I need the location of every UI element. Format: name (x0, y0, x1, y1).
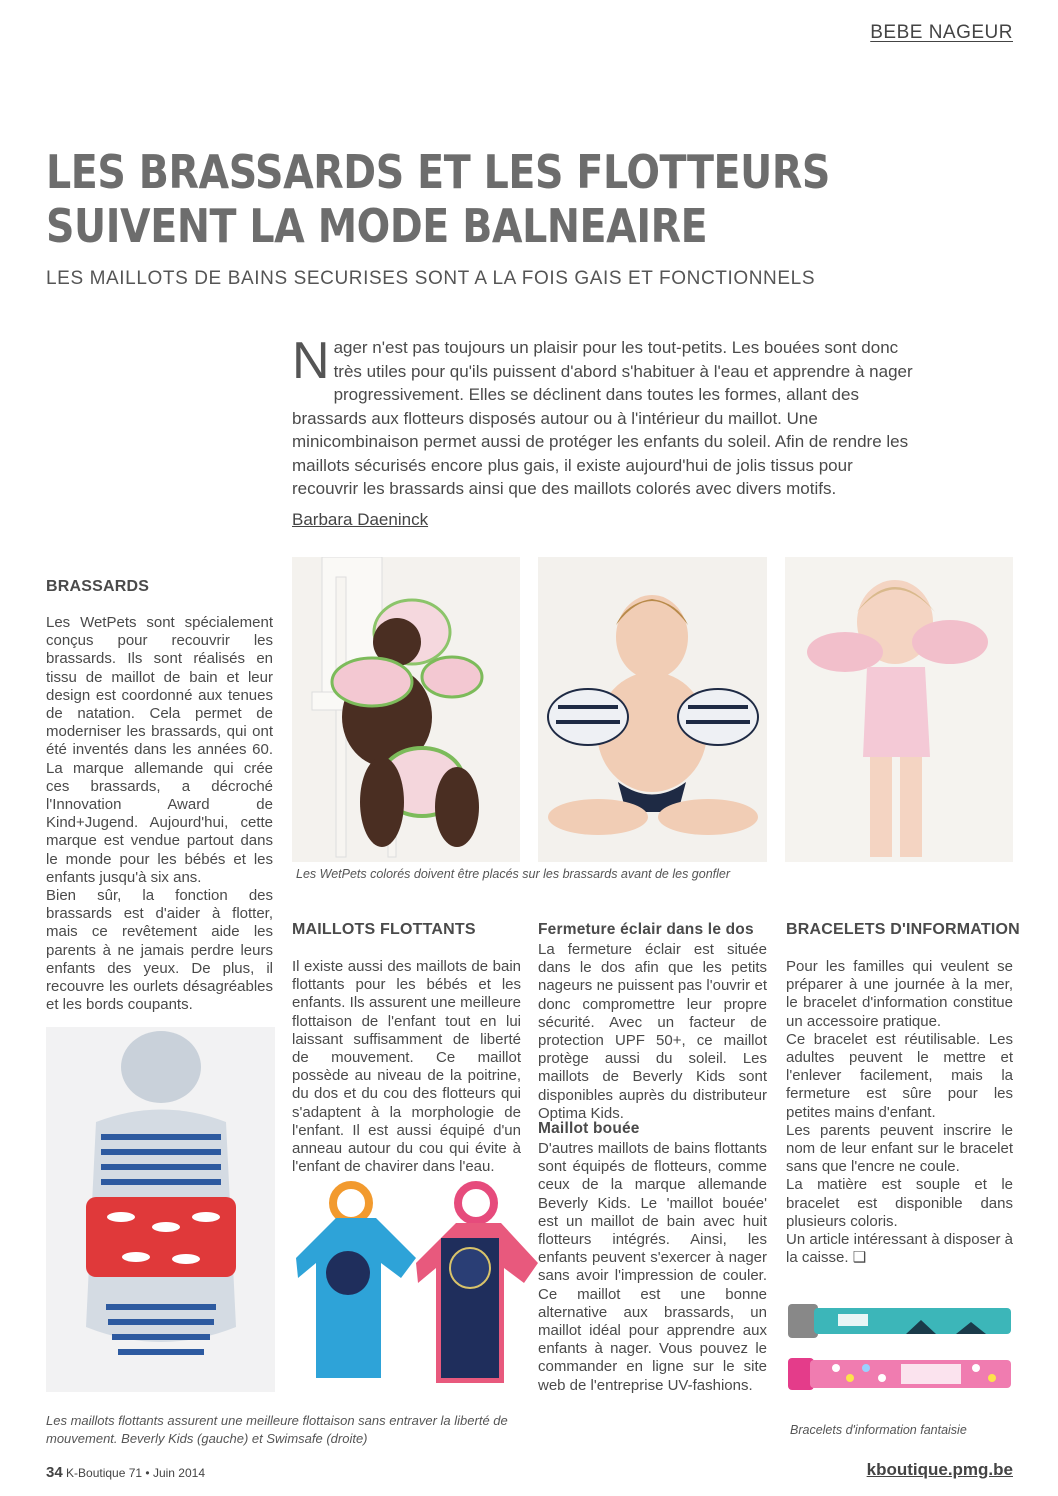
headline-line-1: LES BRASSARDS ET LES FLOTTEURS (46, 145, 830, 199)
photo-bracelet-blue (786, 1300, 1013, 1342)
maillot-bouee-heading: Maillot bouée (538, 1120, 640, 1137)
footer-issue (46, 1464, 205, 1481)
author-byline: Barbara Daeninck (292, 510, 429, 529)
bracelets-caption: Bracelets d'information fantaisie (790, 1423, 967, 1437)
headline-line-2: SUIVENT LA MODE BALNEAIRE (46, 199, 708, 253)
subheadline: LES MAILLOTS DE BAINS SECURISES SONT A LA FOIS GAIS ET FONCTIONNELS (46, 268, 816, 289)
footer-website-link[interactable]: kboutique.pmg.be (866, 1460, 1013, 1479)
bracelets-paragraph-1: Pour les familles qui veulent se préparer à une journée à la mer, le bracelet d'information constitue un accessoire pratique. (786, 958, 1013, 1030)
brassards-paragraph-2: Bien sûr, la fonction des brassards est d'aider à flotter, mais ce revêtement aide les parents à ne jamais perdre leurs enfants des yeux. De plus, il recouvre les ourlets désagréables et les bords coupants. (46, 887, 273, 1014)
bracelets-paragraph-3: Les parents peuvent inscrire le nom de leur enfant sur le bracelet sans que l'encre ne coule. (786, 1121, 1013, 1176)
section-tag: BEBE NAGEUR (870, 22, 1013, 43)
bottom-caption: Les maillots flottants assurent une meilleure flottaison sans entraver la liberté de mouvement. Beverly Kids (gauche) et Swimsafe (droite) (46, 1413, 508, 1446)
fermeture-heading: Fermeture éclair dans le dos (538, 921, 754, 938)
photo-beverly-kids-swimsuit (46, 1027, 275, 1392)
bracelets-paragraph-2: Ce bracelet est réutilisable. Les adultes peuvent le mettre et l'enlever facilement, mais la fermeture est sûre pour les petites mains d'enfant. (786, 1030, 1013, 1121)
page-title (46, 145, 830, 253)
fermeture-text: La fermeture éclair est située dans le dos afin que les petits nageurs ne puissent pas l'ouvrir et donc compromettre leur propre sécurité. Avec un facteur de protection UPF 50+, ce maillot protège aussi du soleil. Les maillots de Beverly Kids sont disponibles auprès du distributeur Optima Kids. (538, 941, 767, 1122)
brassards-text (46, 614, 273, 1014)
bracelets-text (786, 958, 1013, 1267)
issue-info: K-Boutique 71 • Juin 2014 (66, 1466, 205, 1480)
photo-swimsafe-suits (276, 1178, 538, 1392)
page-number: 34 (46, 1464, 63, 1481)
photo-caption-top: Les WetPets colorés doivent être placés sur les brassards avant de les gonfler (296, 867, 731, 881)
maillots-flottants-text: Il existe aussi des maillots de bain flottants pour les bébés et les enfants. Ils assurent une meilleure flottaison de l'enfant tout en lui laissant suffisamment de liberté de mouvement. Ce maillot possède au niveau de la poitrine, du dos et du cou des flotteurs qui s'adaptent à la morphologie de l'enfant. Il est aussi équipé d'un anneau autour du cou qui évite à l'enfant de chavirer dans l'eau. (292, 958, 521, 1176)
dropcap: N (292, 332, 330, 390)
photo-boy-striped-armbands (538, 557, 767, 862)
maillot-bouee-text: D'autres maillots de bains flottants sont équipés de flotteurs, comme ceux de la marque allemande Beverly Kids. Le 'maillot bouée' est un maillot de bain avec huit flotteurs intégrés. Ainsi, les enfants peuvent s'exercer à nager sans avoir l'impression de couler. Ce maillot est une bonne alternative aux brassards, un maillot idéal pour apprendre aux enfants à nager. Vous pouvez le commander en ligne sur le site web de l'entreprise UV-fashions. (538, 1140, 767, 1394)
photo-baby-wetpets-flowers (292, 557, 520, 862)
photo-girl-pink-armbands (785, 557, 1013, 862)
brassards-heading: BRASSARDS (46, 578, 150, 595)
bracelets-paragraph-4: La matière est souple et le bracelet est disponible dans plusieurs coloris. (786, 1176, 1013, 1230)
bracelets-paragraph-5: Un article intéressant à disposer à la caisse. ❑ (786, 1231, 1013, 1267)
maillots-flottants-heading: MAILLOTS FLOTTANTS (292, 921, 476, 938)
intro-text: ager n'est pas toujours un plaisir pour les tout-petits. Les bouées sont donc très utiles pour qu'ils puissent d'abord s'habituer à l'eau et apprendre à nager progressivement. Elles se déclinent dans toutes les formes, allant des brassards aux flotteurs disposés autour ou à l'intérieur du maillot. Une minicombinaison permet aussi de protéger les enfants du soleil. Afin de rendre les maillots sécurisés encore plus gais, il existe aujourd'hui de jolis tissus pour recouvrir les brassards ainsi que des maillots colorés avec divers motifs. (292, 338, 913, 498)
brassards-paragraph-1: Les WetPets sont spécialement conçus pour recouvrir les brassards. Ils sont réalisés en tissu de maillot de bain et leur design est coordonné aux tenues de natation. Cela permet de moderniser les brassards, qui ont été inventés dans les années 60. La marque allemande qui crée ces brassards, a décroché l'Innovation Award de Kind+Jugend. Aujourd'hui, cette marque est vendue partout dans le monde pour les bébés et les enfants jusqu'à six ans. (46, 614, 273, 886)
bracelets-heading: BRACELETS D'INFORMATION (786, 921, 1020, 938)
photo-bracelet-pink (786, 1350, 1013, 1398)
intro-paragraph (292, 332, 916, 501)
